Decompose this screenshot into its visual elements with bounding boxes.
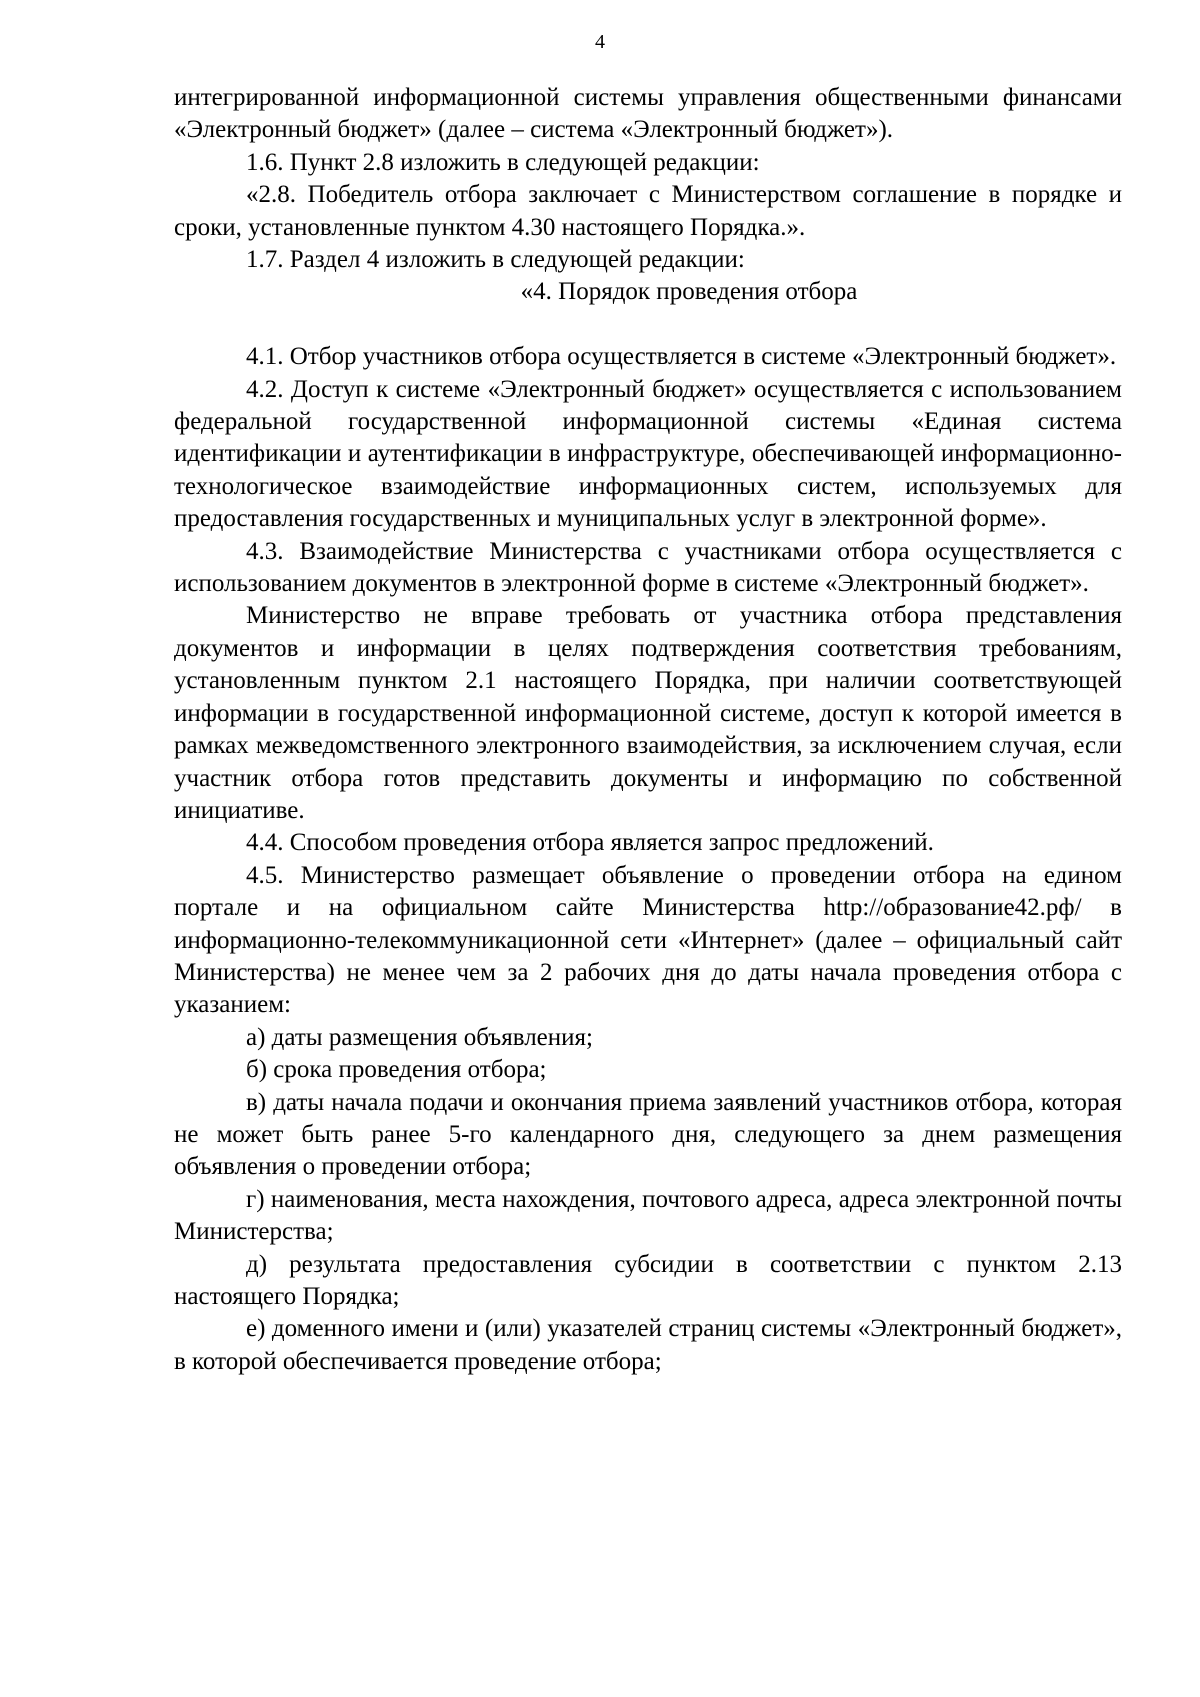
paragraph-continuation: интегрированной информационной системы управления общественными финансами «Электронный бюджет» (далее – система «Электронный бюджет»). [174,84,1122,144]
list-item-e: е) доменного имени и (или) указателей страниц системы «Электронный бюджет», в которой обеспечивается проведение отбора; [174,1315,1122,1375]
list-item-g: г) наименования, места нахождения, почтового адреса, адреса электронной почты Министерства; [174,1185,1122,1246]
paragraph-4-5: 4.5. Министерство размещает объявление о проведении отбора на едином портале и на официальном сайте Министерства http://образование42.рф/ в информационно-телекоммуникационной сети «Интернет» (далее – официальный сайт Министерства) не менее чем за 2 рабочих дня до даты начала проведения отбора с указанием: [174,861,1122,1019]
list-item-b: б) срока проведения отбора; [246,1056,547,1084]
page-number: 4 [595,31,605,53]
paragraph-4-4: 4.4. Способом проведения отбора является запрос предложений. [246,829,934,857]
paragraph-4-2: 4.2. Доступ к системе «Электронный бюджет» осуществляется с использованием федеральной государственной информационной системы «Единая система идентификации и аутентификации в инфраструктуре, обеспечивающей информационно-технологическое взаимодействие информационных систем, используемых для предоставления государственных и муниципальных услуг в электронной форме». [174,375,1122,533]
section-heading: «4. Порядок проведения отбора [520,278,858,306]
document-body [174,82,1122,1378]
list-item-d: д) результата предоставления субсидии в соответствии с пунктом 2.13 настоящего Порядка; [174,1250,1122,1311]
paragraph-item-1-6: 1.6. Пункт 2.8 изложить в следующей редакции: [246,148,760,176]
blank-line [174,309,1122,341]
paragraph-4-3: 4.3. Взаимодействие Министерства с участниками отбора осуществляется с использованием документов в электронной форме в системе «Электронный бюджет». [174,537,1122,598]
list-item-a: а) даты размещения объявления; [246,1023,593,1051]
paragraph-4-1: 4.1. Отбор участников отбора осуществляется в системе «Электронный бюджет». [246,343,1117,371]
paragraph-quote-2-8: «2.8. Победитель отбора заключает с Министерством соглашение в порядке и сроки, установленные пунктом 4.30 настоящего Порядка.». [174,181,1122,241]
paragraph-item-1-7: 1.7. Раздел 4 изложить в следующей редакции: [246,246,745,274]
paragraph-4-3-continued: Министерство не вправе требовать от участника отбора представления документов и информации в целях подтверждения соответствия требованиям, установленным пунктом 2.1 настоящего Порядка, при наличии соответствующей информации в государственной информационной системе, доступ к которой имеется в рамках межведомственного электронного взаимодействия, за исключением случая, если участник отбора готов представить документы и информацию по собственной инициативе. [174,602,1122,824]
list-item-v: в) даты начала подачи и окончания приема заявлений участников отбора, которая не может быть ранее 5-го календарного дня, следующего за днем размещения объявления о проведении отбора; [174,1088,1122,1181]
